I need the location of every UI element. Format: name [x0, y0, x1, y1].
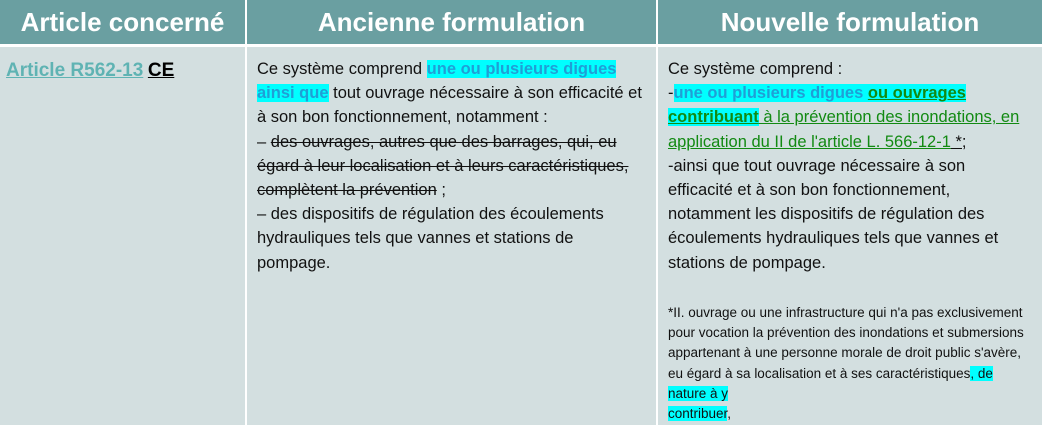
ancienne-after-digues: tout ouvrage nécessaire à son efficacité et à son bon fonctionnement, notamment :	[257, 84, 642, 127]
header-article: Article concerné	[0, 0, 246, 46]
footnote	[668, 303, 1032, 425]
ancienne-intro: Ce système comprend	[257, 60, 427, 78]
ancienne-item-2: – des dispositifs de régulation des écoulements hydrauliques tels que vannes et stations de pompage.	[257, 205, 604, 272]
nouvelle-star: *;	[950, 132, 967, 151]
ancienne-struck-text: des ouvrages, autres que des barrages, qui, eu égard à leur localisation et à leurs caractéristiques, complètent la prévention	[257, 132, 629, 200]
article-link[interactable]: Article R562-13	[6, 60, 144, 81]
footnote-main: *II. ouvrage ou une infrastructure qui n'a pas exclusivement pour vocation la prévention des inondations et submersions appartenant à une personne morale de droit public s'avère, eu égard à sa localisation et à ses caractéristiques	[668, 304, 1024, 381]
ancienne-item-1	[257, 130, 646, 203]
header-nouvelle: Nouvelle formulation	[657, 0, 1042, 46]
article-code: CE	[147, 60, 175, 81]
nouvelle-item-2: -ainsi que tout ouvrage nécessaire à son efficacité et à son bon fonctionnement, notamment les dispositifs de régulation des écoulements hydrauliques tels que vannes et stations de pompage.	[668, 156, 999, 272]
ancienne-dash-1: –	[257, 132, 271, 151]
footnote-end: ,	[727, 406, 732, 422]
footnote-highlight-1: , de nature à y	[668, 365, 993, 402]
header-row	[0, 0, 1042, 46]
article-cell	[0, 46, 246, 425]
footnote-highlight-2: contribuer	[668, 406, 728, 422]
ancienne-paragraph	[257, 57, 646, 130]
nouvelle-green-bold: ou ouvrages contribuant	[668, 84, 966, 127]
header-ancienne: Ancienne formulation	[246, 0, 657, 46]
nouvelle-dash: -	[668, 84, 674, 103]
ancienne-after-strike: ;	[436, 181, 446, 200]
nouvelle-intro: Ce système comprend :	[668, 60, 843, 78]
nouvelle-item-1	[668, 81, 1032, 154]
nouvelle-green-text: à la prévention des inondations, en application du II de l'article L. 566-12-1	[668, 108, 1020, 151]
table-row	[0, 46, 1042, 425]
ancienne-cell	[246, 46, 657, 425]
nouvelle-highlight-digues: une ou plusieurs digues	[673, 84, 864, 103]
nouvelle-cell	[657, 46, 1042, 425]
ancienne-highlight-digues: une ou plusieurs digues ainsi que	[257, 60, 617, 103]
